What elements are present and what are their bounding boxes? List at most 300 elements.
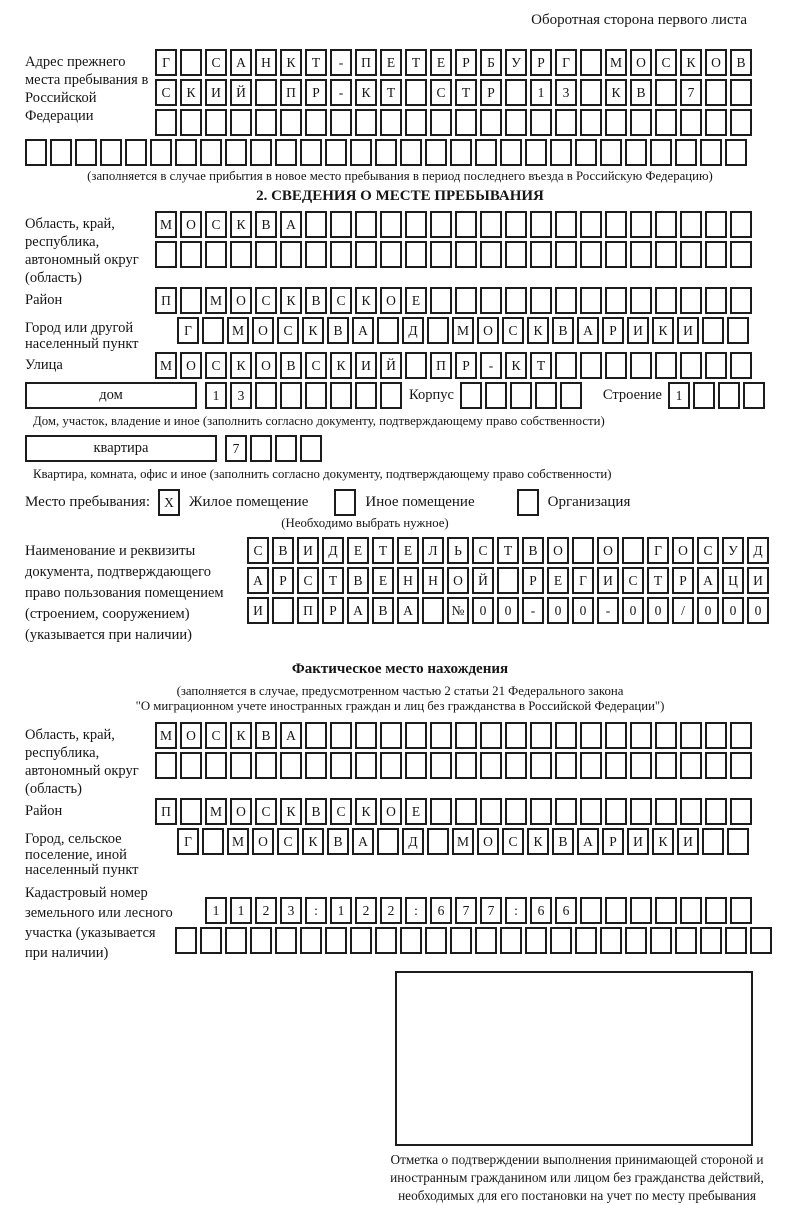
char-box[interactable]: О [180, 352, 202, 379]
char-box[interactable] [350, 139, 372, 166]
char-box[interactable]: А [352, 828, 374, 855]
char-box[interactable]: Е [430, 49, 452, 76]
char-box[interactable] [730, 79, 752, 106]
char-box[interactable] [480, 287, 502, 314]
char-box[interactable]: О [252, 828, 274, 855]
char-box[interactable]: В [305, 287, 327, 314]
char-box[interactable] [480, 211, 502, 238]
char-box[interactable]: Е [380, 49, 402, 76]
char-box[interactable] [380, 211, 402, 238]
char-box[interactable] [430, 109, 452, 136]
char-box[interactable] [580, 211, 602, 238]
char-box[interactable] [475, 139, 497, 166]
char-box[interactable]: И [627, 317, 649, 344]
char-box[interactable]: И [297, 537, 319, 564]
char-box[interactable] [455, 798, 477, 825]
char-box[interactable]: А [577, 828, 599, 855]
char-box[interactable] [475, 927, 497, 954]
char-box[interactable] [380, 382, 402, 409]
char-box[interactable]: О [630, 49, 652, 76]
char-box[interactable] [380, 241, 402, 268]
char-box[interactable]: С [297, 567, 319, 594]
char-box[interactable] [530, 798, 552, 825]
char-box[interactable]: И [247, 597, 269, 624]
char-box[interactable] [100, 139, 122, 166]
char-box[interactable] [255, 109, 277, 136]
char-box[interactable] [255, 752, 277, 779]
char-box[interactable] [700, 139, 722, 166]
char-box[interactable]: - [480, 352, 502, 379]
char-box[interactable] [655, 798, 677, 825]
char-box[interactable] [560, 382, 582, 409]
char-box[interactable] [705, 109, 727, 136]
char-box[interactable]: Р [530, 49, 552, 76]
char-box[interactable] [230, 241, 252, 268]
char-box[interactable] [505, 211, 527, 238]
char-box[interactable] [530, 752, 552, 779]
char-box[interactable]: 0 [472, 597, 494, 624]
char-box[interactable] [300, 927, 322, 954]
char-box[interactable] [275, 435, 297, 462]
char-box[interactable] [730, 897, 752, 924]
char-box[interactable]: Е [372, 567, 394, 594]
char-box[interactable]: № [447, 597, 469, 624]
char-box[interactable]: К [355, 79, 377, 106]
char-box[interactable] [500, 927, 522, 954]
char-box[interactable] [505, 241, 527, 268]
char-box[interactable]: К [302, 317, 324, 344]
char-box[interactable]: К [605, 79, 627, 106]
char-box[interactable]: 1 [205, 382, 227, 409]
char-box[interactable] [225, 927, 247, 954]
house-widebox[interactable]: дом [25, 382, 197, 409]
char-box[interactable]: 7 [480, 897, 502, 924]
char-box[interactable] [730, 352, 752, 379]
char-box[interactable]: П [297, 597, 319, 624]
char-box[interactable]: А [577, 317, 599, 344]
char-box[interactable]: Ь [447, 537, 469, 564]
char-box[interactable]: Р [272, 567, 294, 594]
char-box[interactable] [205, 109, 227, 136]
char-box[interactable] [505, 752, 527, 779]
char-box[interactable]: П [355, 49, 377, 76]
char-box[interactable] [455, 211, 477, 238]
char-box[interactable] [580, 897, 602, 924]
char-box[interactable]: В [305, 798, 327, 825]
char-box[interactable]: П [155, 798, 177, 825]
char-box[interactable]: О [230, 287, 252, 314]
char-box[interactable]: М [452, 828, 474, 855]
char-box[interactable] [505, 287, 527, 314]
char-box[interactable]: У [505, 49, 527, 76]
char-box[interactable] [250, 139, 272, 166]
char-box[interactable] [355, 752, 377, 779]
char-box[interactable] [355, 211, 377, 238]
char-box[interactable]: К [652, 828, 674, 855]
char-box[interactable] [280, 241, 302, 268]
char-box[interactable] [580, 49, 602, 76]
char-box[interactable]: Г [177, 828, 199, 855]
char-box[interactable]: И [355, 352, 377, 379]
char-box[interactable] [550, 139, 572, 166]
char-box[interactable]: Т [305, 49, 327, 76]
char-box[interactable]: В [327, 828, 349, 855]
char-box[interactable]: В [280, 352, 302, 379]
char-box[interactable] [250, 927, 272, 954]
char-box[interactable] [680, 798, 702, 825]
char-box[interactable] [550, 927, 572, 954]
char-box[interactable] [705, 798, 727, 825]
char-box[interactable]: Е [397, 537, 419, 564]
char-box[interactable] [355, 382, 377, 409]
char-box[interactable] [655, 752, 677, 779]
char-box[interactable] [680, 897, 702, 924]
char-box[interactable]: Р [322, 597, 344, 624]
char-box[interactable] [155, 241, 177, 268]
char-box[interactable] [530, 211, 552, 238]
char-box[interactable]: И [747, 567, 769, 594]
char-box[interactable]: Т [455, 79, 477, 106]
char-box[interactable] [630, 752, 652, 779]
char-box[interactable]: К [302, 828, 324, 855]
char-box[interactable] [325, 139, 347, 166]
char-box[interactable] [727, 828, 749, 855]
char-box[interactable] [730, 798, 752, 825]
char-box[interactable]: Д [747, 537, 769, 564]
char-box[interactable]: Е [547, 567, 569, 594]
char-box[interactable] [743, 382, 765, 409]
char-box[interactable] [505, 79, 527, 106]
char-box[interactable]: 2 [255, 897, 277, 924]
char-box[interactable] [555, 211, 577, 238]
char-box[interactable]: 1 [668, 382, 690, 409]
char-box[interactable] [580, 352, 602, 379]
char-box[interactable] [625, 927, 647, 954]
char-box[interactable] [305, 752, 327, 779]
char-box[interactable]: С [655, 49, 677, 76]
char-box[interactable]: 0 [647, 597, 669, 624]
char-box[interactable]: С [472, 537, 494, 564]
char-box[interactable]: С [205, 352, 227, 379]
char-box[interactable]: В [552, 828, 574, 855]
char-box[interactable]: М [452, 317, 474, 344]
char-box[interactable] [555, 241, 577, 268]
char-box[interactable]: В [522, 537, 544, 564]
char-box[interactable] [675, 139, 697, 166]
char-box[interactable] [705, 752, 727, 779]
char-box[interactable] [330, 241, 352, 268]
char-box[interactable] [330, 109, 352, 136]
char-box[interactable]: Е [347, 537, 369, 564]
char-box[interactable]: 2 [355, 897, 377, 924]
char-box[interactable] [705, 79, 727, 106]
char-box[interactable] [680, 352, 702, 379]
char-box[interactable]: И [597, 567, 619, 594]
char-box[interactable] [275, 927, 297, 954]
char-box[interactable] [485, 382, 507, 409]
char-box[interactable]: И [677, 317, 699, 344]
char-box[interactable]: М [227, 317, 249, 344]
char-box[interactable] [272, 597, 294, 624]
char-box[interactable]: М [155, 211, 177, 238]
char-box[interactable] [655, 109, 677, 136]
char-box[interactable] [480, 722, 502, 749]
char-box[interactable]: Р [602, 317, 624, 344]
char-box[interactable]: О [380, 287, 402, 314]
char-box[interactable] [305, 722, 327, 749]
char-box[interactable] [530, 109, 552, 136]
char-box[interactable] [455, 722, 477, 749]
char-box[interactable]: О [672, 537, 694, 564]
char-box[interactable] [405, 752, 427, 779]
char-box[interactable]: Т [322, 567, 344, 594]
char-box[interactable]: В [255, 722, 277, 749]
char-box[interactable] [630, 897, 652, 924]
char-box[interactable]: 1 [230, 897, 252, 924]
char-box[interactable]: С [255, 287, 277, 314]
char-box[interactable] [730, 241, 752, 268]
char-box[interactable]: X [158, 489, 180, 516]
char-box[interactable]: М [227, 828, 249, 855]
char-box[interactable] [600, 927, 622, 954]
char-box[interactable] [555, 352, 577, 379]
char-box[interactable]: К [230, 211, 252, 238]
char-box[interactable]: А [352, 317, 374, 344]
char-box[interactable] [330, 752, 352, 779]
char-box[interactable]: Т [647, 567, 669, 594]
char-box[interactable]: О [705, 49, 727, 76]
char-box[interactable] [405, 722, 427, 749]
char-box[interactable] [630, 211, 652, 238]
char-box[interactable] [680, 211, 702, 238]
char-box[interactable] [605, 352, 627, 379]
char-box[interactable]: 0 [547, 597, 569, 624]
char-box[interactable]: Й [472, 567, 494, 594]
char-box[interactable] [480, 752, 502, 779]
char-box[interactable]: К [527, 828, 549, 855]
char-box[interactable] [525, 139, 547, 166]
char-box[interactable]: О [230, 798, 252, 825]
char-box[interactable] [705, 211, 727, 238]
char-box[interactable]: : [405, 897, 427, 924]
char-box[interactable]: 1 [330, 897, 352, 924]
char-box[interactable]: Р [522, 567, 544, 594]
char-box[interactable] [655, 722, 677, 749]
char-box[interactable] [680, 722, 702, 749]
char-box[interactable]: - [330, 79, 352, 106]
char-box[interactable]: С [502, 317, 524, 344]
char-box[interactable] [377, 317, 399, 344]
char-box[interactable] [530, 241, 552, 268]
char-box[interactable]: Й [380, 352, 402, 379]
char-box[interactable] [705, 352, 727, 379]
char-box[interactable]: В [730, 49, 752, 76]
char-box[interactable] [180, 287, 202, 314]
char-box[interactable]: А [247, 567, 269, 594]
char-box[interactable]: С [277, 828, 299, 855]
char-box[interactable] [330, 211, 352, 238]
char-box[interactable] [450, 139, 472, 166]
char-box[interactable] [702, 828, 724, 855]
char-box[interactable]: С [155, 79, 177, 106]
char-box[interactable]: 7 [455, 897, 477, 924]
char-box[interactable] [575, 927, 597, 954]
char-box[interactable]: Н [255, 49, 277, 76]
char-box[interactable] [580, 752, 602, 779]
char-box[interactable] [725, 927, 747, 954]
char-box[interactable] [530, 722, 552, 749]
char-box[interactable] [375, 927, 397, 954]
char-box[interactable]: С [430, 79, 452, 106]
char-box[interactable] [180, 241, 202, 268]
char-box[interactable] [405, 79, 427, 106]
char-box[interactable] [730, 109, 752, 136]
char-box[interactable] [202, 317, 224, 344]
char-box[interactable] [330, 722, 352, 749]
char-box[interactable] [75, 139, 97, 166]
char-box[interactable] [630, 352, 652, 379]
char-box[interactable] [355, 722, 377, 749]
char-box[interactable] [405, 352, 427, 379]
char-box[interactable]: Н [397, 567, 419, 594]
char-box[interactable] [230, 752, 252, 779]
char-box[interactable] [155, 752, 177, 779]
char-box[interactable] [430, 287, 452, 314]
char-box[interactable] [535, 382, 557, 409]
char-box[interactable]: У [722, 537, 744, 564]
char-box[interactable]: К [527, 317, 549, 344]
char-box[interactable] [455, 752, 477, 779]
char-box[interactable]: К [180, 79, 202, 106]
char-box[interactable]: В [272, 537, 294, 564]
char-box[interactable] [300, 139, 322, 166]
char-box[interactable]: 0 [622, 597, 644, 624]
char-box[interactable] [505, 109, 527, 136]
char-box[interactable] [650, 139, 672, 166]
char-box[interactable]: Т [530, 352, 552, 379]
char-box[interactable]: М [205, 798, 227, 825]
char-box[interactable] [705, 897, 727, 924]
char-box[interactable]: Р [305, 79, 327, 106]
char-box[interactable]: 7 [680, 79, 702, 106]
char-box[interactable] [680, 752, 702, 779]
char-box[interactable] [225, 139, 247, 166]
char-box[interactable] [205, 241, 227, 268]
char-box[interactable] [200, 927, 222, 954]
char-box[interactable] [497, 567, 519, 594]
char-box[interactable] [50, 139, 72, 166]
char-box[interactable] [510, 382, 532, 409]
char-box[interactable]: О [597, 537, 619, 564]
char-box[interactable] [730, 287, 752, 314]
char-box[interactable] [605, 752, 627, 779]
char-box[interactable]: Г [647, 537, 669, 564]
char-box[interactable] [480, 241, 502, 268]
char-box[interactable] [205, 752, 227, 779]
char-box[interactable] [325, 927, 347, 954]
char-box[interactable]: П [430, 352, 452, 379]
char-box[interactable] [580, 241, 602, 268]
char-box[interactable]: К [355, 287, 377, 314]
char-box[interactable] [622, 537, 644, 564]
char-box[interactable]: Г [555, 49, 577, 76]
char-box[interactable]: Ц [722, 567, 744, 594]
char-box[interactable] [525, 927, 547, 954]
char-box[interactable]: И [205, 79, 227, 106]
char-box[interactable] [555, 109, 577, 136]
char-box[interactable] [150, 139, 172, 166]
char-box[interactable]: Л [422, 537, 444, 564]
char-box[interactable] [377, 828, 399, 855]
char-box[interactable]: Г [155, 49, 177, 76]
char-box[interactable]: С [255, 798, 277, 825]
char-box[interactable] [630, 241, 652, 268]
char-box[interactable] [655, 241, 677, 268]
char-box[interactable] [605, 241, 627, 268]
char-box[interactable]: К [280, 798, 302, 825]
char-box[interactable]: 6 [555, 897, 577, 924]
char-box[interactable]: В [372, 597, 394, 624]
char-box[interactable]: К [280, 49, 302, 76]
char-box[interactable]: Т [497, 537, 519, 564]
char-box[interactable]: А [347, 597, 369, 624]
char-box[interactable] [255, 79, 277, 106]
char-box[interactable] [455, 109, 477, 136]
char-box[interactable]: О [180, 211, 202, 238]
char-box[interactable]: Р [455, 49, 477, 76]
char-box[interactable]: Р [480, 79, 502, 106]
char-box[interactable] [718, 382, 740, 409]
char-box[interactable]: 0 [722, 597, 744, 624]
char-box[interactable] [680, 109, 702, 136]
char-box[interactable] [655, 897, 677, 924]
char-box[interactable] [455, 241, 477, 268]
char-box[interactable]: С [205, 49, 227, 76]
char-box[interactable]: В [347, 567, 369, 594]
char-box[interactable] [580, 79, 602, 106]
char-box[interactable]: 0 [572, 597, 594, 624]
char-box[interactable]: С [277, 317, 299, 344]
char-box[interactable] [155, 109, 177, 136]
char-box[interactable] [693, 382, 715, 409]
char-box[interactable]: Т [405, 49, 427, 76]
char-box[interactable] [605, 722, 627, 749]
char-box[interactable] [180, 49, 202, 76]
char-box[interactable] [425, 927, 447, 954]
char-box[interactable] [630, 798, 652, 825]
char-box[interactable]: В [255, 211, 277, 238]
char-box[interactable] [380, 722, 402, 749]
char-box[interactable]: С [205, 211, 227, 238]
char-box[interactable]: Д [322, 537, 344, 564]
char-box[interactable] [480, 109, 502, 136]
char-box[interactable] [655, 287, 677, 314]
char-box[interactable] [480, 798, 502, 825]
char-box[interactable] [605, 287, 627, 314]
char-box[interactable] [655, 352, 677, 379]
char-box[interactable] [580, 798, 602, 825]
char-box[interactable]: Г [177, 317, 199, 344]
char-box[interactable]: Е [405, 287, 427, 314]
char-box[interactable] [430, 722, 452, 749]
char-box[interactable] [500, 139, 522, 166]
char-box[interactable] [427, 317, 449, 344]
char-box[interactable]: Т [372, 537, 394, 564]
char-box[interactable]: П [155, 287, 177, 314]
char-box[interactable]: О [252, 317, 274, 344]
char-box[interactable] [300, 435, 322, 462]
char-box[interactable]: О [477, 828, 499, 855]
